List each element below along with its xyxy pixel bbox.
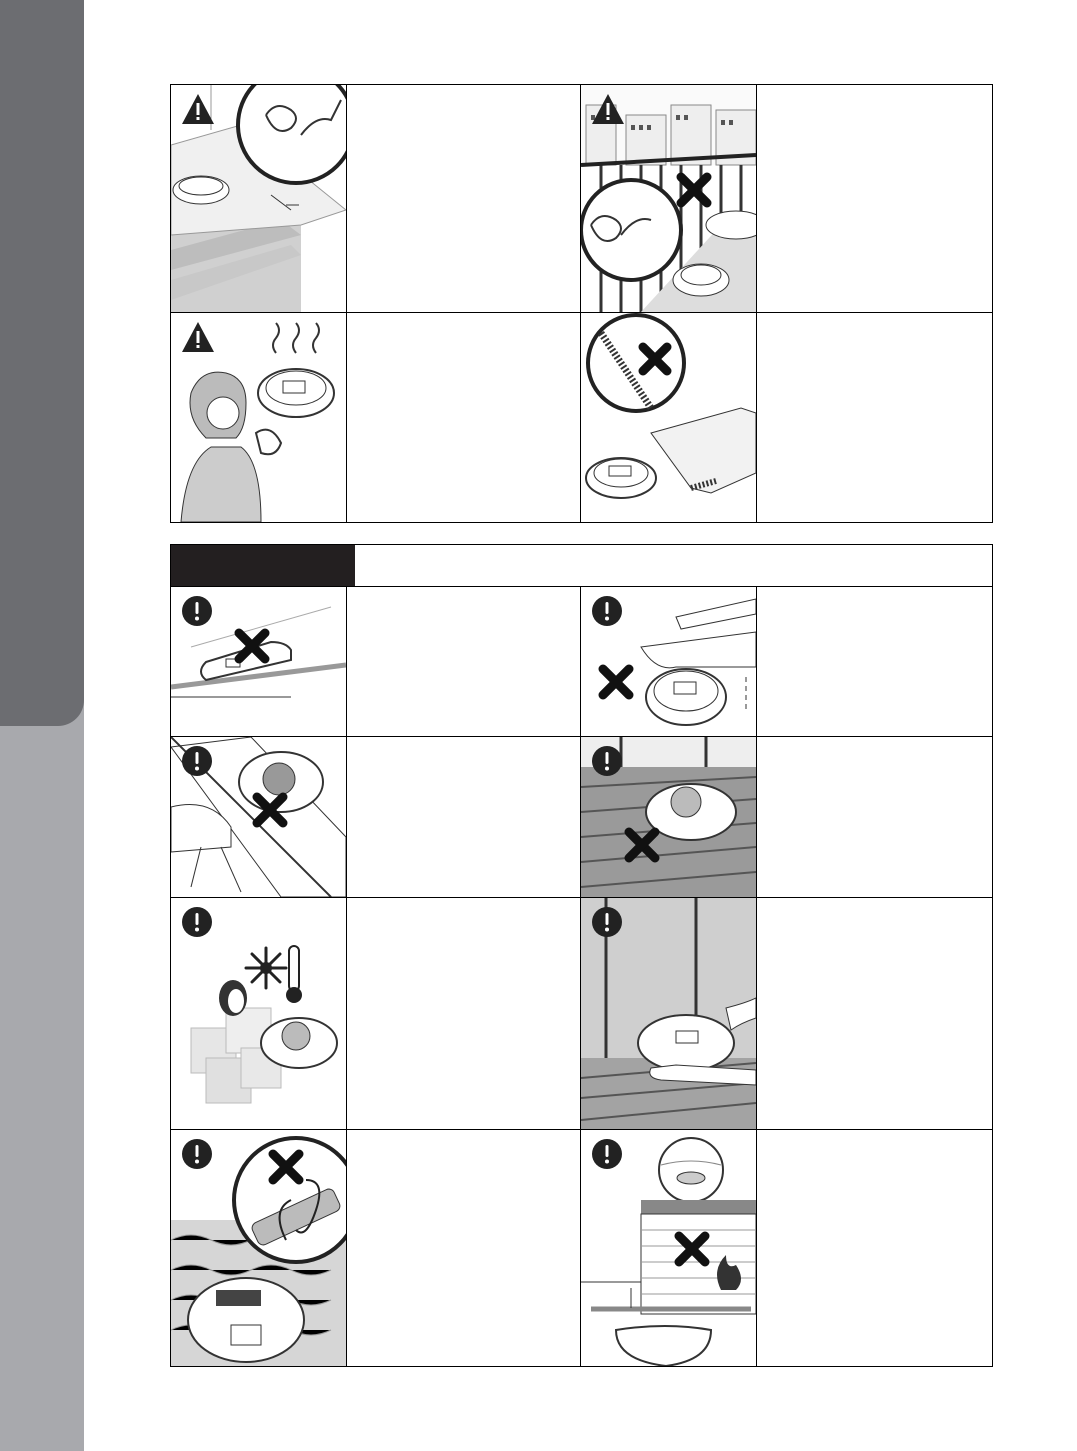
illustration-balcony — [581, 85, 756, 312]
caution-icon — [591, 595, 623, 627]
side-tab-light — [0, 700, 84, 1451]
caution-text-1 — [347, 587, 580, 736]
caution-icon — [591, 1138, 623, 1170]
illustration-table-edge — [171, 737, 346, 897]
caution-text-6 — [757, 898, 992, 1129]
caution-table — [170, 586, 993, 1367]
warning-icon — [591, 93, 625, 125]
caution-section-tab — [171, 545, 355, 586]
illustration-slope — [171, 587, 346, 736]
caution-icon — [181, 906, 213, 938]
warning-text-2 — [757, 85, 992, 312]
illustration-carry — [581, 898, 756, 1129]
caution-text-5 — [347, 898, 580, 1129]
illustration-rug — [581, 313, 756, 522]
warning-text-4 — [757, 313, 992, 522]
caution-text-3 — [347, 737, 580, 897]
illustration-wet-floor — [581, 737, 756, 897]
illustration-fireplace — [581, 1130, 756, 1366]
rug-fringe-icon — [581, 313, 756, 522]
warning-text-3 — [347, 313, 580, 522]
warning-text-1 — [347, 85, 580, 312]
warning-icon — [181, 93, 215, 125]
caution-icon — [591, 906, 623, 938]
warning-icon — [181, 321, 215, 353]
caution-section-header — [170, 544, 993, 587]
side-tab-dark — [0, 0, 84, 726]
caution-text-2 — [757, 587, 992, 736]
illustration-cold — [171, 898, 346, 1129]
illustration-brush-hair — [171, 1130, 346, 1366]
illustration-hand-push — [581, 587, 756, 736]
caution-icon — [591, 745, 623, 777]
caution-text-8 — [757, 1130, 992, 1366]
illustration-stairs — [171, 85, 346, 312]
caution-text-4 — [757, 737, 992, 897]
caution-icon — [181, 1138, 213, 1170]
illustration-hot-robot — [171, 313, 346, 522]
caution-icon — [181, 745, 213, 777]
caution-text-7 — [347, 1130, 580, 1366]
caution-icon — [181, 595, 213, 627]
warning-table — [170, 84, 993, 523]
